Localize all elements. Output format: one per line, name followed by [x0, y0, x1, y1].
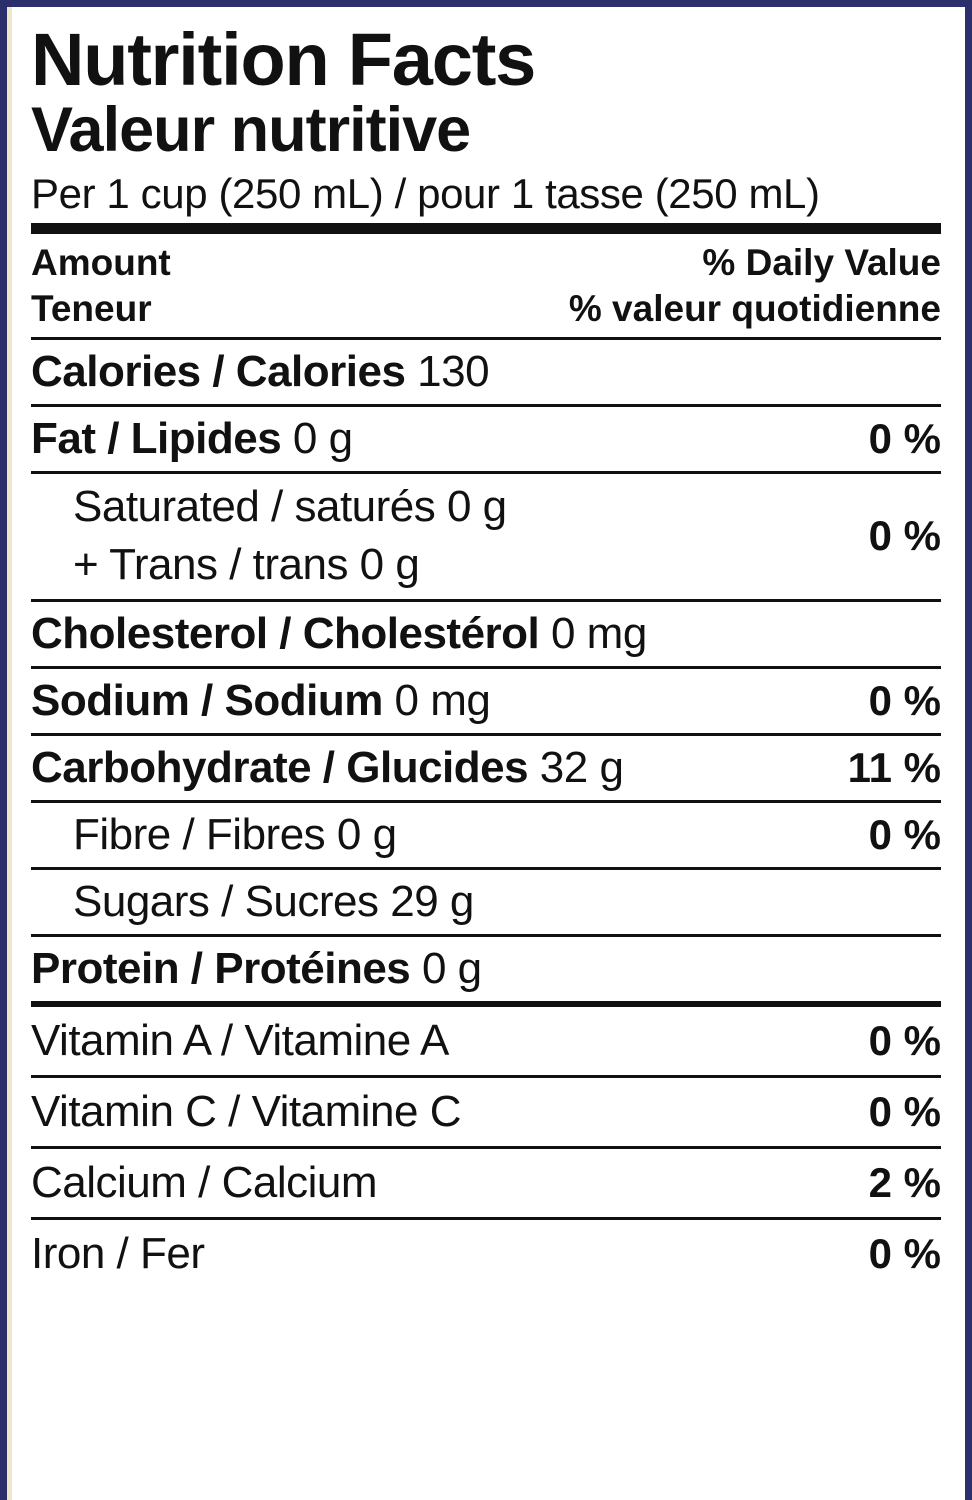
nutrient-amount-sugars: Sugars / Sucres 29 g	[73, 876, 474, 926]
page-title-french: Valeur nutritive	[31, 95, 471, 166]
panel-content	[7, 7, 965, 1288]
nutrient-label-saturated: Saturated / saturés 0 g	[73, 482, 507, 532]
nutrient-label-cholesterol-bold: Cholesterol / Cholestérol	[31, 608, 540, 658]
nutrient-label-sodium	[31, 676, 490, 726]
nutrient-dv-sodium: 0 %	[868, 676, 941, 724]
nutrient-label-sugars	[31, 877, 474, 927]
nutrient-label-calcium: Calcium / Calcium	[31, 1157, 378, 1207]
page-title-english: Nutrition Facts	[31, 18, 536, 101]
nutrient-row-fibre	[31, 803, 941, 867]
nutrient-label-saturated-trans	[31, 478, 507, 592]
nutrient-row-saturated-trans	[31, 474, 941, 598]
nutrient-amount-carbohydrate: 32 g	[528, 742, 624, 792]
serving-size: Per 1 cup (250 mL) / pour 1 tasse (250 mL)	[31, 169, 820, 217]
nutrient-row-carbohydrate	[31, 736, 941, 800]
nutrient-label-calories	[31, 347, 489, 397]
nutrient-amount-calories: 130	[405, 347, 490, 397]
nutrient-dv-carbohydrate: 11 %	[847, 743, 941, 791]
nutrient-row-calories	[31, 340, 941, 404]
daily-value-label-en: % Daily Value	[702, 241, 941, 283]
nutrient-label-calories-bold: Calories / Calories	[31, 347, 406, 397]
nutrient-label-trans: + Trans / trans 0 g	[73, 539, 420, 589]
nutrient-row-sugars	[31, 870, 941, 934]
nutrient-amount-fibre: Fibre / Fibres 0 g	[73, 809, 397, 859]
nutrient-row-vitamin-a	[31, 1007, 941, 1075]
nutrient-label-carbohydrate-bold: Carbohydrate / Glucides	[31, 742, 529, 792]
nutrient-dv-saturated-trans: 0 %	[868, 511, 941, 559]
nutrient-label-protein-bold: Protein / Protéines	[31, 943, 411, 993]
nutrient-label-cholesterol	[31, 609, 647, 659]
nutrient-amount-sodium: 0 mg	[382, 675, 491, 725]
nutrient-row-protein	[31, 937, 941, 1001]
nutrient-amount-protein: 0 g	[410, 943, 482, 993]
nutrient-amount-fat: 0 g	[281, 414, 353, 464]
nutrient-label-protein	[31, 944, 482, 994]
nutrient-row-fat	[31, 407, 941, 471]
nutrient-dv-fibre: 0 %	[868, 810, 941, 858]
nutrient-label-carbohydrate	[31, 743, 623, 793]
nutrient-dv-vitamin-a: 0 %	[868, 1016, 941, 1064]
nutrient-row-iron	[31, 1220, 941, 1288]
nutrient-row-calcium	[31, 1149, 941, 1217]
nutrient-row-vitamin-c	[31, 1078, 941, 1146]
daily-value-label	[569, 240, 941, 332]
nutrient-label-iron: Iron / Fer	[31, 1228, 205, 1278]
nutrient-label-fat-bold: Fat / Lipides	[31, 414, 282, 464]
nutrient-dv-vitamin-c: 0 %	[868, 1087, 941, 1135]
daily-value-label-fr: % valeur quotidienne	[568, 287, 941, 329]
nutrient-dv-fat: 0 %	[868, 415, 941, 463]
nutrient-label-sodium-bold: Sodium / Sodium	[31, 675, 383, 725]
nutrient-dv-iron: 0 %	[868, 1229, 941, 1277]
nutrient-label-vitamin-c: Vitamin C / Vitamine C	[31, 1086, 461, 1136]
amount-label	[31, 240, 171, 332]
amount-label-en: Amount	[31, 241, 171, 283]
nutrient-row-cholesterol	[31, 602, 941, 666]
nutrient-row-sodium	[31, 669, 941, 733]
divider-thick-top	[31, 223, 941, 234]
nutrient-label-vitamin-a: Vitamin A / Vitamine A	[31, 1015, 449, 1065]
daily-value-header	[31, 234, 941, 338]
amount-label-fr: Teneur	[31, 287, 152, 329]
nutrient-label-fibre	[31, 810, 397, 860]
nutrient-amount-cholesterol: 0 mg	[539, 608, 647, 658]
nutrient-dv-calcium: 2 %	[868, 1158, 941, 1206]
nutrient-label-fat	[31, 414, 353, 464]
